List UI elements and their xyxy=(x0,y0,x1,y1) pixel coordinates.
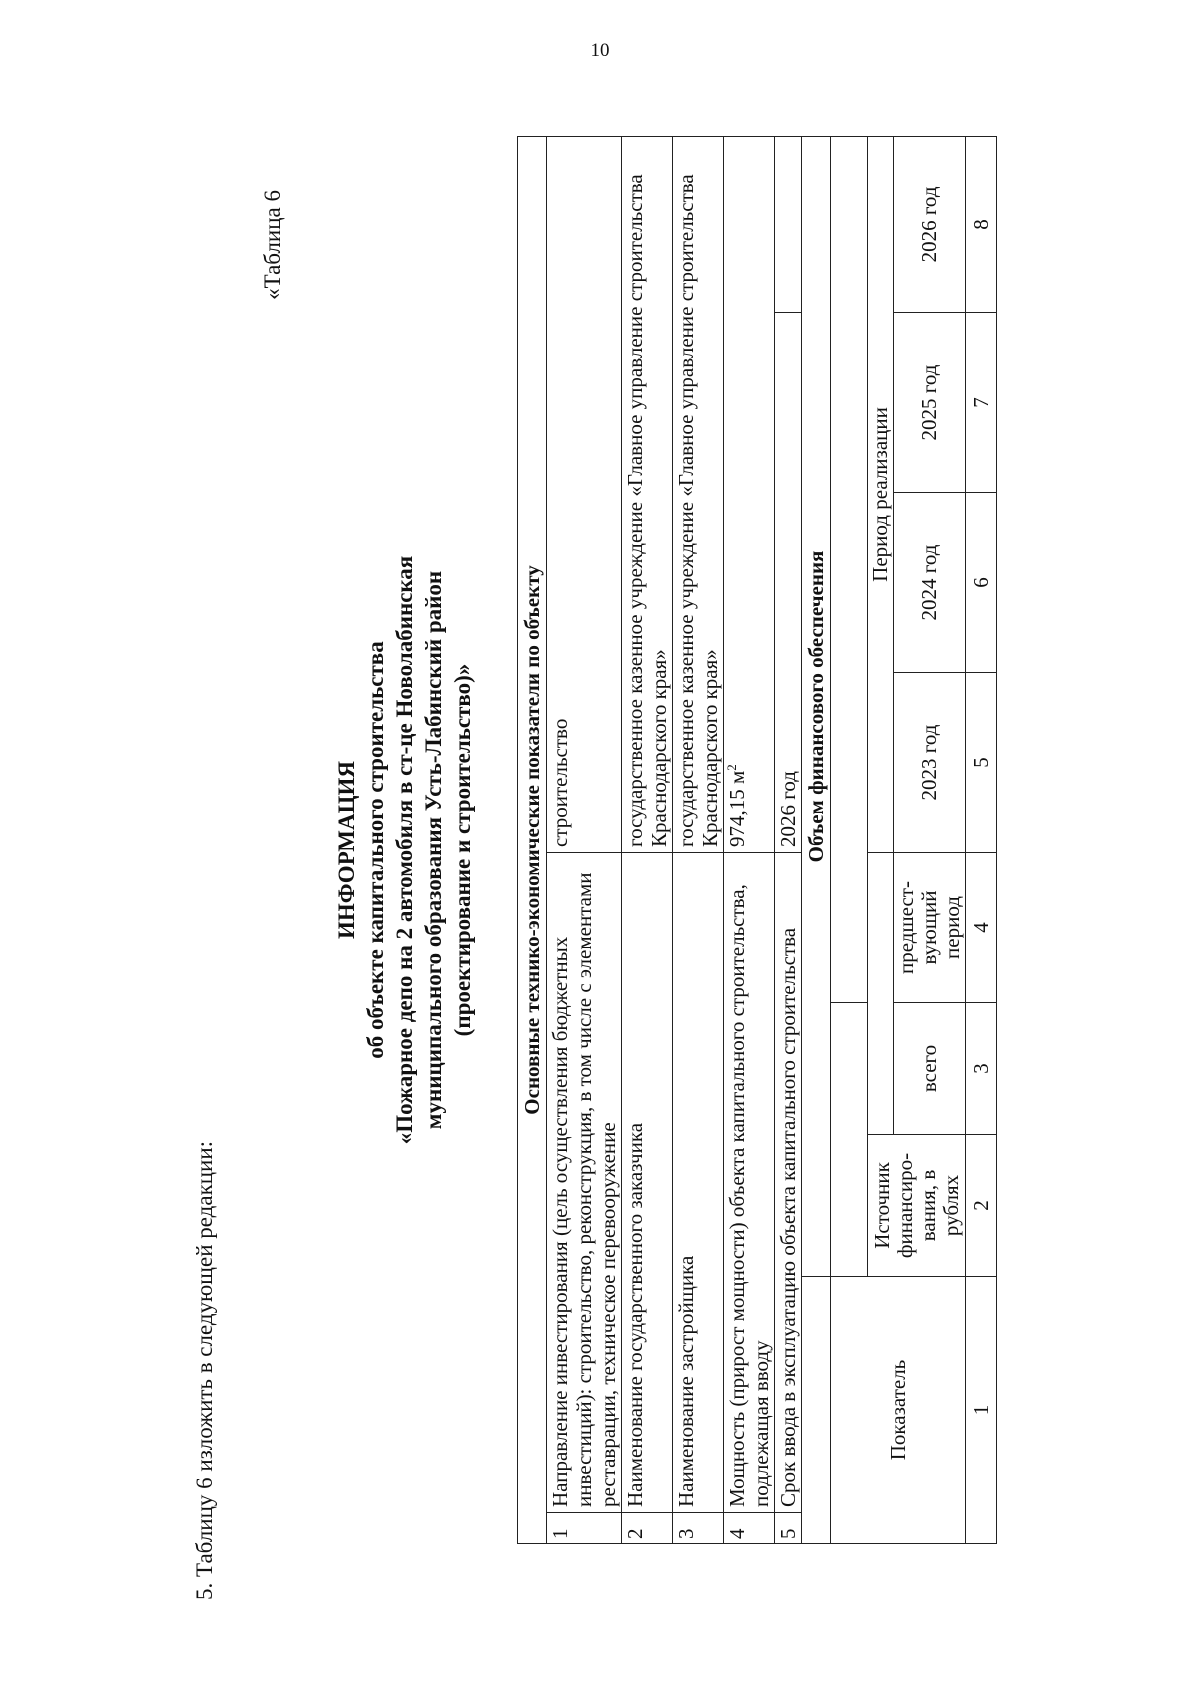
table-row xyxy=(673,136,724,1543)
empty-cell xyxy=(868,853,894,1135)
col-header-prior-period: предшест-вующий период xyxy=(894,853,966,1003)
heading-line: муниципального образования Усть-Лабинский район xyxy=(421,570,446,1130)
empty-cell xyxy=(831,136,868,1002)
financing-section-row xyxy=(802,136,831,1543)
col-header-indicator: Показатель xyxy=(831,1277,966,1544)
row-label: Мощность (прирост мощности) объекта капитального строительства, подлежащая вводу xyxy=(724,853,775,1513)
col-header-year: 2025 год xyxy=(894,313,966,493)
col-header-period: Период реализации xyxy=(868,136,894,852)
column-number: 2 xyxy=(966,1135,997,1277)
column-number: 4 xyxy=(966,853,997,1003)
row-label: Наименование государственного заказчика xyxy=(622,853,673,1513)
column-number: 6 xyxy=(966,493,997,673)
heading-line: «Пожарное депо на 2 автомобиля в ст-це Новолабинская xyxy=(392,555,417,1145)
col-header-total: всего xyxy=(894,1003,966,1135)
empty-cell xyxy=(802,1277,831,1544)
indicators-section-row xyxy=(518,136,547,1543)
table-row xyxy=(622,136,673,1543)
col-header-year: 2024 год xyxy=(894,493,966,673)
financing-section-title: Объем финансового обеспечения xyxy=(802,136,831,1276)
row-value: государственное казенное учреждение «Главное управление строительства Краснодарского края» xyxy=(673,136,724,852)
table-label: «Таблица 6 xyxy=(260,190,285,300)
column-number-row xyxy=(966,136,997,1543)
row-number: 3 xyxy=(673,1513,724,1544)
col-header-source: Источник финансиро-вания, в рублях xyxy=(868,1135,966,1277)
row-value: 2026 год xyxy=(775,313,802,853)
row-label: Срок ввода в эксплуатацию объекта капитального строительства xyxy=(775,853,802,1513)
row-number: 2 xyxy=(622,1513,673,1544)
row-label: Направление инвестирования (цель осуществления бюджетных инвестиций): строительство, реконструкция, в том числе с элементами реставрации, техническое перевооружение xyxy=(547,853,622,1513)
page-number: 10 xyxy=(590,40,610,61)
column-number: 3 xyxy=(966,1003,997,1135)
row-value xyxy=(724,136,775,852)
col-header-year: 2026 год xyxy=(894,136,966,312)
table-row xyxy=(775,136,802,1543)
heading-line: об объекте капитального строительства xyxy=(363,641,388,1059)
heading-title: ИНФОРМАЦИЯ xyxy=(334,760,359,940)
intro-text: 5. Таблицу 6 изложить в следующей редакции: xyxy=(192,1140,217,1600)
row-value: государственное казенное учреждение «Главное управление строительства Краснодарского края» xyxy=(622,136,673,852)
col-header-year: 2023 год xyxy=(894,673,966,853)
table-row xyxy=(724,136,775,1543)
capacity-value: 974,15 м xyxy=(725,770,749,847)
indicators-section-title: Основные технико-экономические показатели по объекту xyxy=(518,136,547,1543)
rotated-page-content xyxy=(150,80,1190,1620)
column-number: 7 xyxy=(966,313,997,493)
empty-cell xyxy=(831,1003,868,1277)
document-heading xyxy=(332,80,477,1620)
row-number: 5 xyxy=(775,1513,802,1544)
column-number: 5 xyxy=(966,673,997,853)
capital-construction-table xyxy=(517,136,997,1544)
column-number: 8 xyxy=(966,136,997,312)
row-value: строительство xyxy=(547,136,622,852)
row-number: 4 xyxy=(724,1513,775,1544)
financing-header-row xyxy=(831,136,868,1543)
table-row xyxy=(547,136,622,1543)
column-number: 1 xyxy=(966,1277,997,1544)
row-label: Наименование застройщика xyxy=(673,853,724,1513)
unit-superscript: 2 xyxy=(724,764,739,771)
empty-cell xyxy=(775,136,802,312)
row-number: 1 xyxy=(547,1513,622,1544)
heading-line: (проектирование и строительство)» xyxy=(450,663,475,1037)
